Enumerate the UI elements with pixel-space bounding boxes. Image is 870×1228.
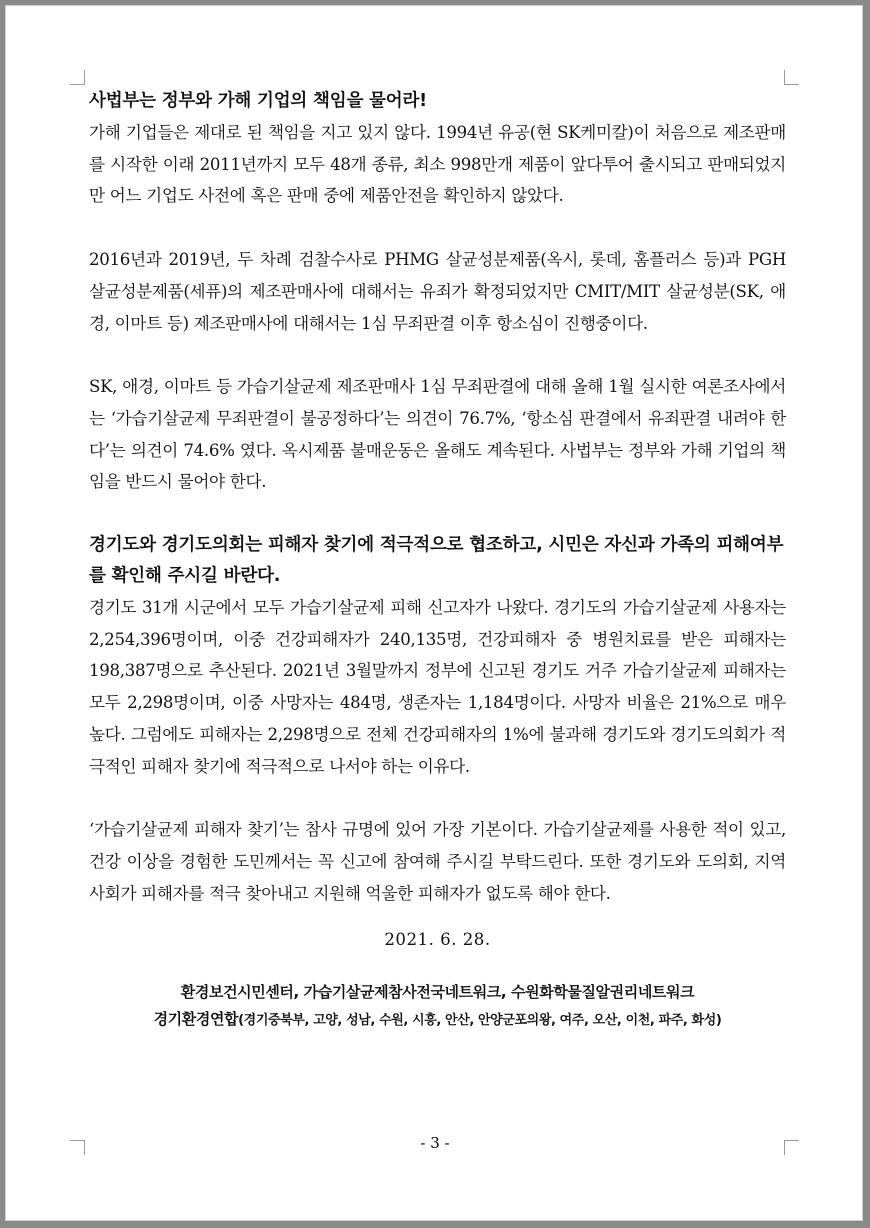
document-page [5,5,863,1221]
organizations-line-2-sub: (경기중북부, 고양, 성남, 수원, 시흥, 안산, 안양군포의왕, 여주, 오산, 이천, 파주, 화성) [238,1013,722,1029]
organizations [89,979,786,1034]
paragraph-prosecution: 2016년과 2019년, 두 차례 검찰수사로 PHMG 살균성분제품(옥시, 롯데, 홈플러스 등)과 PGH 살균성분제품(세퓨)의 제조판매사에 대해서는 유죄가 확정되었지만 CMIT/MIT 살균성분(SK, 애경, 이마트 등) 제조판매사에 대해서는 1심 무죄판결 이후 항소심이 진행중이다. [89,250,786,333]
paragraph-victim-search: ‘가습기살균제 피해자 찾기’는 참사 규명에 있어 가장 기본이다. 가습기살균제를 사용한 적이 있고, 건강 이상을 경험한 도민께서는 꼭 신고에 참여해 주시길 부탁드린다. 또한 경기도와 도의회, 지역사회가 피해자를 적극 찾아내고 지원해 억울한 피해자가 없도록 해야 한다. [89,820,786,903]
paragraph-survey: SK, 애경, 이마트 등 가습기살균제 제조판매사 1심 무죄판결에 대해 올해 1월 실시한 여론조사에서는 ‘가습기살균제 무죄판결이 불공정하다’는 의견이 76.7%, ‘항소심 판결에서 유죄판결 내려야 한다’는 의견이 74.6% 였다. 옥시제품 불매운동은 올해도 계속된다. 사법부는 정부와 가해 기업의 책임을 반드시 물어야 한다. [89,377,786,492]
crop-mark-top-left [70,70,85,85]
section-heading-judiciary: 사법부는 정부와 가해 기업의 책임을 물어라! [89,91,427,111]
paragraph-liability: 가해 기업들은 제대로 된 책임을 지고 있지 않다. 1994년 유공(현 SK케미칼)이 처음으로 제조판매를 시작한 이래 2011년까지 모두 48개 종류, 최소 998만개 제품이 앞다투어 출시되고 판매되었지만 어느 기업도 사전에 혹은 판매 중에 제품안전을 확인하지 않았다. [89,123,786,206]
crop-mark-top-right [784,70,799,85]
organizations-line-1: 환경보건시민센터, 가습기살균제참사전국네트워크, 수원화학물질알권리네트워크 [180,983,695,1002]
page-number: - 3 - [420,1134,450,1152]
document-date: 2021. 6. 28. [384,930,491,950]
paragraph-gyeonggi-stats: 경기도 31개 시군에서 모두 가습기살균제 피해 신고자가 나왔다. 경기도의 가습기살균제 사용자는 2,254,396명이며, 이중 건강피해자가 240,135명, 건강피해자 중 병원치료를 받은 피해자는 198,387명으로 추산된다. 2021년 3월말까지 정부에 신고된 경기도 거주 가습기살균제 피해자는 모두 2,298명이며, 이중 사망자는 484명, 생존자는 1,184명이다. 사망자 비율은 21%으로 매우 높다. 그럼에도 피해자는 2,298명으로 전체 건강피해자의 1%에 불과해 경기도와 경기도의회가 적극적인 피해자 찾기에 적극적으로 나서야 하는 이유다. [89,598,786,776]
section-heading-gyeonggi: 경기도와 경기도의회는 피해자 찾기에 적극적으로 협조하고, 시민은 자신과 가족의 피해여부를 확인해 주시길 바란다. [89,535,784,587]
document-body [89,86,786,1034]
organizations-line-2 [89,1006,786,1034]
organizations-line-2-main: 경기환경연합 [153,1010,239,1029]
